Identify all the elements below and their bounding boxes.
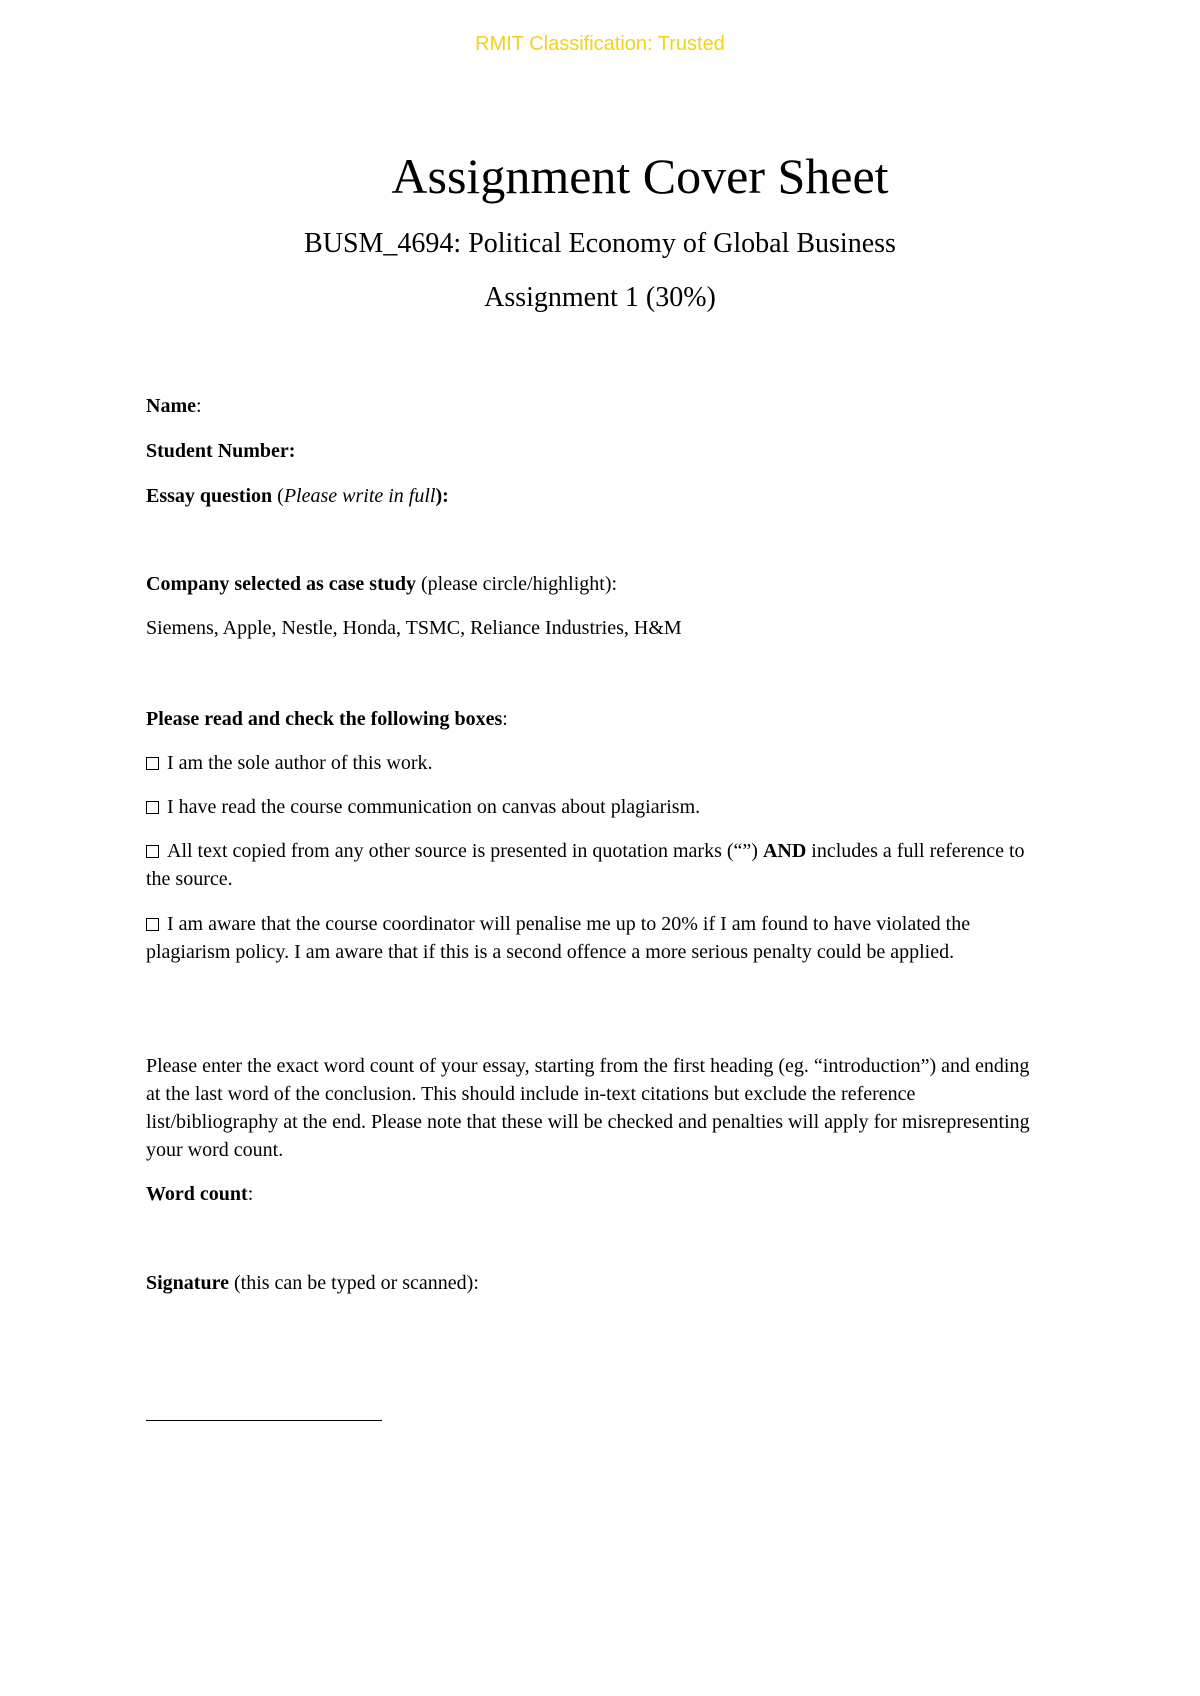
page-title: Assignment Cover Sheet: [391, 148, 889, 204]
assignment-title: Assignment 1 (30%): [484, 282, 716, 313]
checkbox[interactable]: [146, 757, 159, 770]
company-label-line: [146, 570, 1046, 598]
signature-label: Signature: [146, 1272, 229, 1294]
company-options[interactable]: Siemens, Apple, Nestle, Honda, TSMC, Reliance Industries, H&M: [146, 617, 682, 639]
name-label: Name: [146, 395, 196, 417]
word-count-field[interactable]: Word count:: [146, 1183, 254, 1205]
signature-field[interactable]: [146, 1269, 1046, 1297]
word-count-instructions: Please enter the exact word count of your essay, starting from the first heading (eg. “introduction”) and ending at the last word of the conclusion. This should include in-text citations but exclude the reference list/bibliography at the end. Please note that these will be checked and penalties will apply for misrepresenting your word count.: [146, 1055, 1030, 1161]
essay-question-hint: Please write in full: [283, 485, 436, 507]
signature-line: [146, 1420, 382, 1421]
check-item-quotation-marks[interactable]: All text copied from any other source is presented in quotation marks (“”) AND includes a full reference to the source.: [146, 840, 1025, 890]
name-field[interactable]: Name:: [146, 395, 202, 417]
check-item-penalty-awareness[interactable]: I am aware that the course coordinator will penalise me up to 20% if I am found to have violated the plagiarism policy. I am aware that if this is a second offence a more serious penalty could be applied.: [146, 913, 971, 963]
company-hint: (please circle/highlight):: [416, 573, 618, 595]
checkbox[interactable]: [146, 801, 159, 814]
essay-question-label: Essay question: [146, 485, 273, 507]
student-number-label: Student Number:: [146, 440, 296, 462]
classification-header: RMIT Classification: Trusted: [475, 33, 725, 55]
checks-heading: Please read and check the following boxes:: [146, 708, 508, 730]
checkbox[interactable]: [146, 918, 159, 931]
checkbox[interactable]: [146, 845, 159, 858]
check-item-sole-author[interactable]: I am the sole author of this work.: [146, 749, 1046, 777]
check-item-read-communication[interactable]: I have read the course communication on canvas about plagiarism.: [146, 793, 1046, 821]
student-number-field[interactable]: [146, 437, 1046, 465]
signature-hint: (this can be typed or scanned):: [228, 1272, 479, 1294]
company-label: Company selected as case study: [146, 573, 416, 595]
course-title: BUSM_4694: Political Economy of Global Business: [304, 228, 896, 259]
word-count-label: Word count: [146, 1183, 248, 1205]
essay-question-field[interactable]: Essay question (Please write in full):: [146, 485, 449, 507]
